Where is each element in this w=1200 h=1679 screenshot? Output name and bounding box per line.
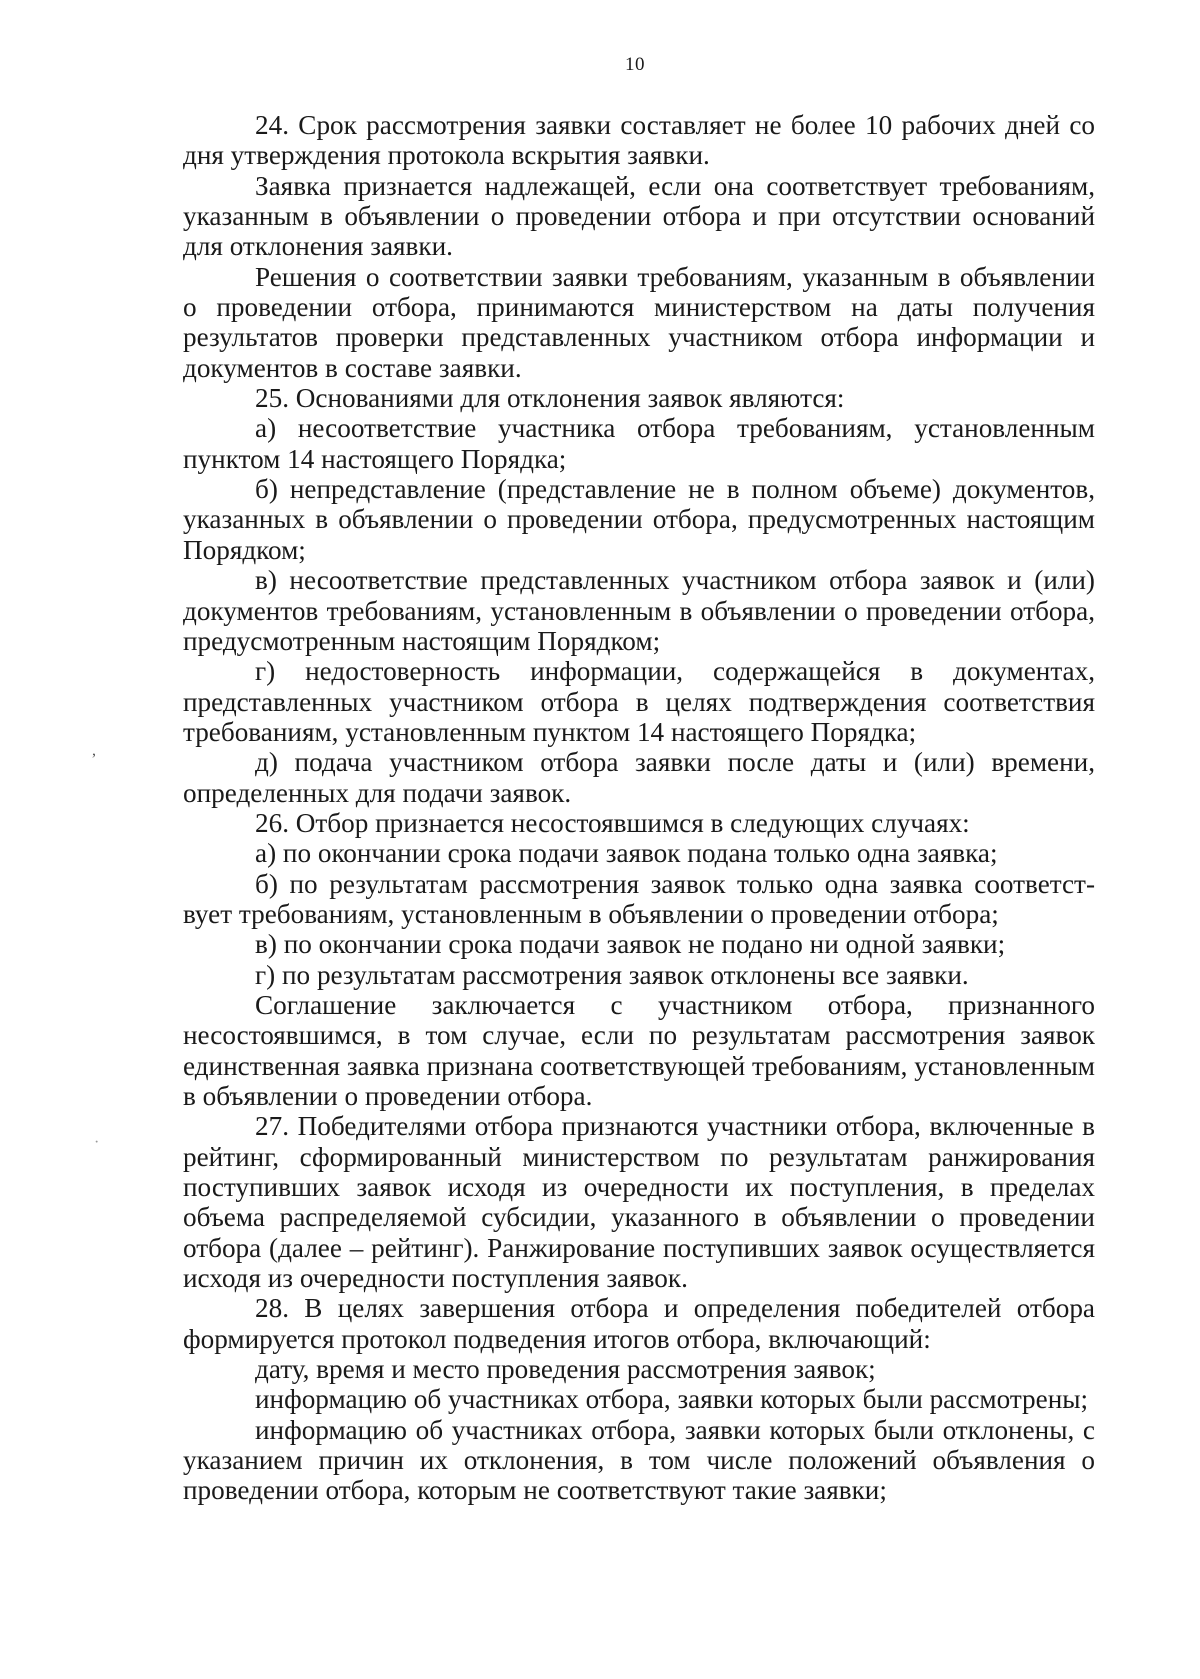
paragraph-26-v: в) по окончании срока подачи заявок не подано ни одной заявки; [255,929,1006,960]
paragraph-agreement: Соглашение заключается с участником отбора, признанного несостоявшимся, в том случае, если по результатам рассмотрения заявок единственная заявка признана соответствующей требованиям, установленным в объявлении о проведении отбора. [183,989,1095,1111]
paragraph-28-rejected: информацию об участниках отбора, заявки которых были отклонены, с указанием причин их отклонения, в том числе положений объявления о проведении отбора, которым не соответствуют такие заявки; [183,1414,1095,1506]
paragraph-28-considered: информацию об участниках отбора, заявки которых были рассмотрены; [255,1384,1089,1415]
paragraph-28-date: дату, время и место проведения рассмотрения заявок; [255,1354,876,1385]
paragraph-25-d: д) подача участником отбора заявки после даты и (или) времени, определенных для подачи заявок. [183,747,1095,808]
paragraph-26-a: а) по окончании срока подачи заявок подана только одна заявка; [255,838,998,869]
paragraph-25-g: г) недостоверность информации, содержащейся в документах, представленных участником отбора в целях подтверждения соответствия требованиям, установленным пунктом 14 настоящего Порядка; [183,656,1095,747]
paragraph-24: 24. Срок рассмотрения заявки составляет не более 10 рабочих дней со дня утверждения протокола вскрытия заявки. [183,110,1095,171]
paragraph-decisions: Решения о соответствии заявки требованиям, указанным в объявлении о проведении отбора, принимаются министерством на даты получения результатов проверки представленных участником отбора информации и документов в составе заявки. [183,261,1095,383]
paragraph-26: 26. Отбор признается несостоявшимся в следующих случаях: [255,807,970,838]
paragraph-25-v: в) несоответствие представленных участником отбора заявок и (или) документов требованиям, установленным в объявлении о проведении отбора, предусмотренным настоящим Порядком; [183,565,1095,656]
page-number: 10 [625,54,645,75]
paragraph-application-proper: Заявка признается надлежащей, если она соответствует требованиям, указанным в объявлении о проведении отбора и при отсутствии оснований для отклонения заявки. [183,170,1095,262]
scan-mark: · [94,1134,100,1151]
scan-mark: , [92,742,96,759]
paragraph-25-b: б) непредставление (представление не в полном объеме) документов, указанных в объявлении о проведении отбора, предусмотренных настоящим Порядком; [183,474,1095,565]
paragraph-25: 25. Основаниями для отклонения заявок являются: [255,383,845,414]
paragraph-25-a: а) несоответствие участника отбора требованиям, установленным пунктом 14 настоящего Порядка; [183,413,1095,474]
paragraph-26-b: б) по результатам рассмотрения заявок только одна заявка соответст-вует требованиям, установленным в объявлении о проведении отбора; [183,868,1095,929]
paragraph-27: 27. Победителями отбора признаются участники отбора, включенные в рейтинг, сформированный министерством по результатам ранжирования поступивших заявок исходя из очередности их поступления, в пределах объема распределяемой субсидии, указанного в объявлении о проведении отбора (далее – рейтинг). Ранжирование поступивших заявок осуществляется исходя из очередности поступления заявок. [183,1111,1095,1294]
paragraph-26-g: г) по результатам рассмотрения заявок отклонены все заявки. [255,959,969,990]
paragraph-28: 28. В целях завершения отбора и определения победителей отбора формируется протокол подведения итогов отбора, включающий: [183,1293,1095,1354]
document-body [183,110,1095,1506]
